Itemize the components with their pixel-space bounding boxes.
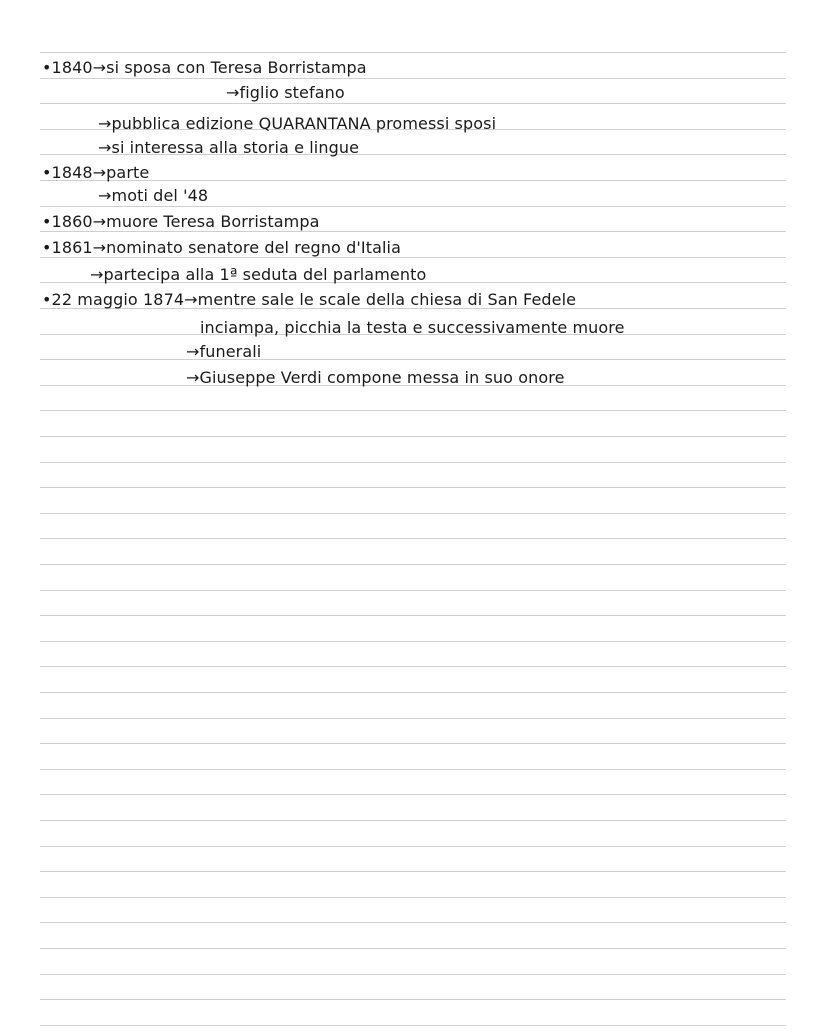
note-line-1874: •22 maggio 1874→mentre sale le scale della chiesa di San Fedele	[42, 290, 577, 309]
note-line-verdi: →Giuseppe Verdi compone messa in suo onore	[186, 368, 565, 387]
note-line-interessa: →si interessa alla storia e lingue	[98, 138, 360, 157]
note-line-1848: •1848→parte	[42, 163, 150, 182]
note-line-1861: •1861→nominato senatore del regno d'Italia	[42, 238, 401, 257]
note-line-inciampa: inciampa, picchia la testa e successivamente muore	[200, 318, 625, 337]
note-line-funerali: →funerali	[186, 342, 262, 361]
note-line-figlio: →figlio stefano	[226, 83, 345, 102]
note-line-moti: →moti del '48	[98, 186, 209, 205]
note-line-partecipa: →partecipa alla 1ª seduta del parlamento	[90, 265, 427, 284]
note-line-1860: •1860→muore Teresa Borristampa	[42, 212, 320, 231]
note-line-pubblica: →pubblica edizione QUARANTANA promessi sposi	[98, 114, 497, 133]
note-line-1840: •1840→si sposa con Teresa Borristampa	[42, 58, 367, 77]
